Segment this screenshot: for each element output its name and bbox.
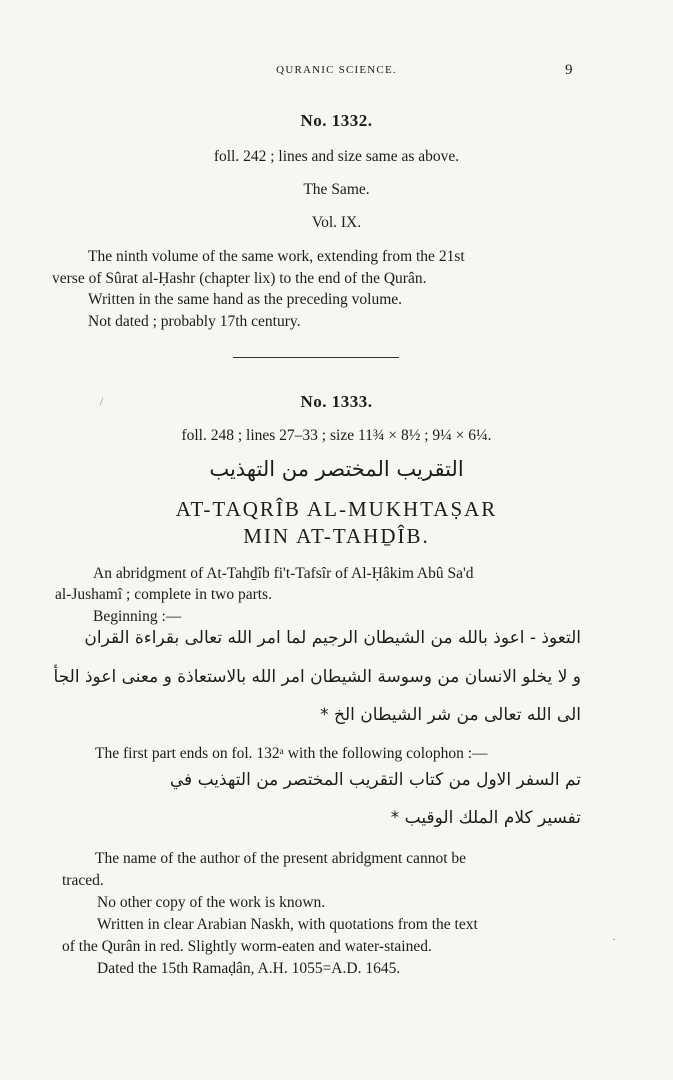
colophon-arabic-line: تفسير كلام الملك الوقيب *	[390, 808, 581, 828]
colophon-arabic-line: تم السفر الاول من كتاب التقريب المختصر من التهذيب في	[169, 770, 581, 790]
colophon-intro: The first part ends on fol. 132ᵃ with the following colophon :—	[95, 745, 488, 762]
entry-1332-desc-line: Written in the same hand as the preceding volume.	[88, 291, 403, 308]
beginning-arabic-line: و لا يخلو الانسان من وسوسة الشيطان امر الله بالاستعاذة و معنى اعوذ الجأ	[53, 667, 581, 687]
page-speck: /	[100, 394, 104, 408]
entry-1332-folios: foll. 242 ; lines and size same as above.	[213, 148, 460, 165]
beginning-arabic-line: التعوذ - اعوذ بالله من الشيطان الرجيم لما امر الله تعالى بقراءة القران	[84, 628, 581, 648]
note-line: Written in clear Arabian Naskh, with quotations from the text	[97, 916, 478, 933]
running-head: QURANIC SCIENCE.	[276, 64, 397, 76]
note-line: The name of the author of the present abridgment cannot be	[95, 850, 467, 867]
note-line: of the Qurân in red. Slightly worm-eaten and water-stained.	[62, 938, 432, 955]
entry-number-1333: No. 1333.	[300, 392, 373, 411]
arabic-title: التقريب المختصر من التهذيب	[209, 457, 464, 481]
page-number: 9	[565, 62, 573, 78]
beginning-arabic-line: الى الله تعالى من شر الشيطان الخ *	[320, 705, 581, 725]
note-line: Dated the 15th Ramaḍân, A.H. 1055=A.D. 1645.	[97, 960, 401, 977]
beginning-label: Beginning :—	[93, 608, 182, 625]
note-line: traced.	[62, 872, 104, 889]
page-speck: ·	[612, 932, 616, 946]
entry-1332-desc-line: The ninth volume of the same work, extending from the 21st	[88, 248, 465, 265]
title-line-2: MIN AT-TAHḎÎB.	[243, 524, 430, 548]
entry-number-1332: No. 1332.	[300, 111, 373, 130]
abridgment-line: An abridgment of At-Tahḏîb fi't-Tafsîr of Al-Ḥâkim Abû Sa'd	[93, 565, 474, 582]
entry-1332-desc-line: verse of Sûrat al-Ḥashr (chapter lix) to the end of the Qurân.	[52, 270, 427, 287]
abridgment-line: al-Jushamî ; complete in two parts.	[55, 586, 272, 603]
entry-1332-title: The Same.	[303, 181, 370, 198]
note-line: No other copy of the work is known.	[97, 894, 326, 911]
entry-1333-folios: foll. 248 ; lines 27–33 ; size 11¾ × 8½ ; 9¼ × 6¼.	[181, 427, 492, 444]
entry-1332-volume: Vol. IX.	[311, 214, 362, 231]
title-line-1: AT-TAQRÎB AL-MUKHTAṢAR	[175, 497, 498, 521]
entry-1332-desc-line: Not dated ; probably 17th century.	[88, 313, 301, 330]
section-divider	[233, 357, 399, 358]
